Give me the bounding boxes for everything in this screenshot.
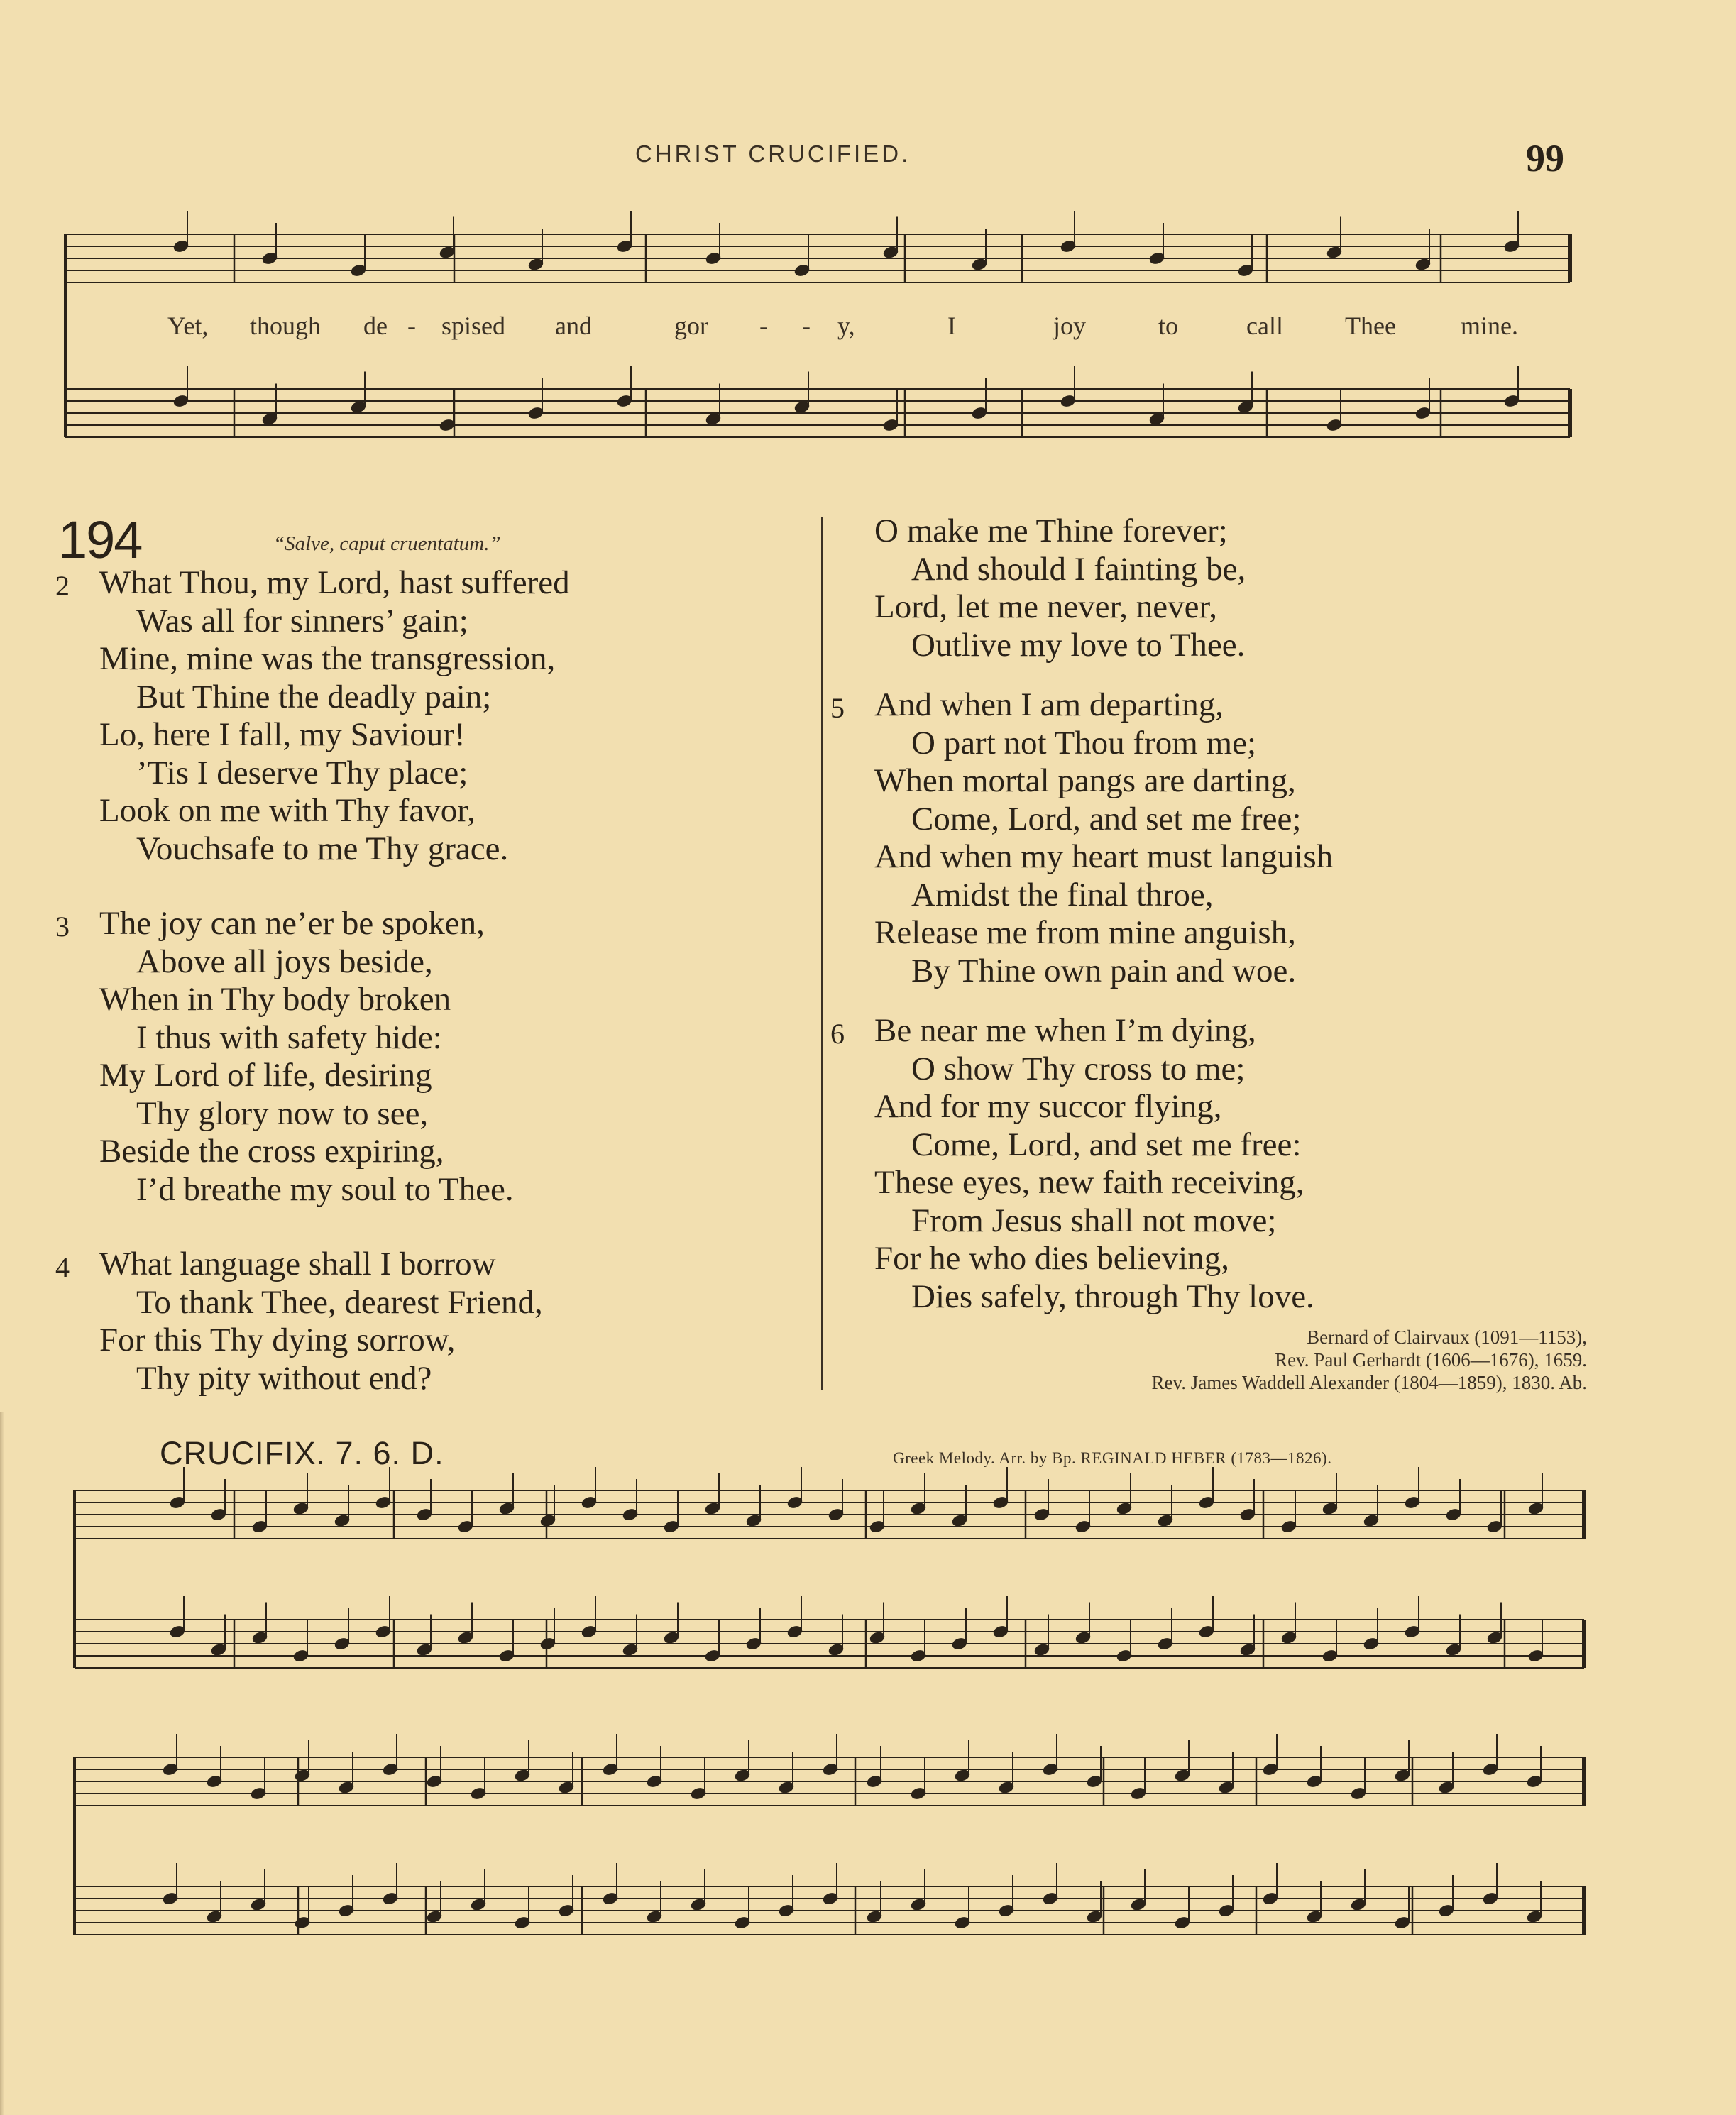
stanza-line: And when my heart must languish [874,838,1334,875]
stanza-6 [830,1012,1620,1316]
column-divider [821,517,823,1390]
stanza-2 [55,564,809,868]
stanza-line: Lord, let me never, never, [874,588,1217,625]
stanza-line: Thy glory now to see, [136,1094,429,1132]
stanza-line: Thy pity without end? [136,1359,432,1397]
stanza-line: Above all joys beside, [136,943,433,980]
lyric-syllable: de [363,312,388,340]
credit-line: Bernard of Clairvaux (1091—1153), [1307,1326,1587,1348]
lyric-syllable: Thee [1345,312,1396,340]
lyric-syllable: y, [837,312,855,340]
stanza-4 [55,1246,809,1397]
tune-name: CRUCIFIX. 7. 6. D. [160,1435,444,1471]
credit-line: Rev. Paul Gerhardt (1606—1676), 1659. [1275,1349,1587,1370]
stanzas-left-column [55,564,809,1397]
lyric-syllable: to [1158,312,1179,340]
lyric-syllable: though [250,312,322,340]
tune-credit: Greek Melody. Arr. by Bp. REGINALD HEBER (1783—1826). [893,1449,1332,1467]
lyric-syllable: and [555,312,592,340]
stanza-line: But Thine the deadly pain; [136,678,492,715]
stanza-line: O show Thy cross to me; [911,1050,1246,1087]
stanza-line: Release me from mine anguish, [874,914,1296,951]
stanza-line: Be near me when I’m dying, [874,1012,1256,1049]
stanza-number: 3 [55,911,70,943]
stanza-line: From Jesus shall not move; [911,1202,1277,1239]
stanza-line: And should I fainting be, [911,550,1246,588]
lyric-syllable: mine. [1461,312,1518,340]
stanza-line: And for my succor flying, [874,1088,1222,1125]
page-number: 99 [1526,137,1564,180]
stanza-line: When mortal pangs are darting, [874,762,1296,799]
stanza-line: Outlive my love to Thee. [911,626,1246,664]
lyric-syllable: - [407,312,416,340]
stanza-number: 4 [55,1251,70,1283]
stanza-line: Come, Lord, and set me free; [911,800,1302,837]
page-gutter-shadow [0,1412,4,2115]
stanza-line: Was all for sinners’ gain; [136,602,468,639]
stanza-line: O part not Thou from me; [911,724,1257,762]
stanza-line: Come, Lord, and set me free: [911,1126,1302,1163]
stanza-line: O make me Thine forever; [874,512,1228,549]
page-header-title: CHRIST CRUCIFIED. [635,141,911,167]
stanza-line: Dies safely, through Thy love. [911,1278,1314,1315]
stanza-number: 6 [830,1018,845,1050]
stanza-line: And when I am departing, [874,686,1224,723]
hymn-credits [1152,1326,1587,1394]
credit-line: Rev. James Waddell Alexander (1804—1859), 1830. Ab. [1151,1372,1587,1393]
lyric-syllable: joy [1053,312,1087,340]
stanza-number: 5 [830,692,845,724]
lyric-syllable: - [802,312,811,340]
top-music-lyrics [0,311,1736,346]
stanza-5 [830,686,1620,990]
hymn-number: 194 [58,510,142,569]
stanza-line: Beside the cross expiring, [99,1133,444,1170]
lyric-syllable: I [947,312,956,340]
stanza-line: What Thou, my Lord, hast suffered [99,564,570,601]
stanza-line: What language shall I borrow [99,1246,496,1282]
stanza-line: The joy can ne’er be spoken, [99,905,485,942]
lyric-syllable: call [1246,312,1283,340]
stanza-line: Vouchsafe to me Thy grace. [136,830,509,867]
stanza-line: For he who dies believing, [874,1240,1229,1277]
stanzas-right-column [830,512,1620,1316]
stanza-4-continued [874,512,1620,664]
stanza-line: To thank Thee, dearest Friend, [136,1283,543,1321]
stanza-line: For this Thy dying sorrow, [99,1322,456,1358]
hymn-subtitle: “Salve, caput cruentatum.” [273,532,501,555]
stanza-line: Look on me with Thy favor, [99,792,476,829]
lyric-syllable: - [759,312,768,340]
stanza-3 [55,905,809,1209]
stanza-line: By Thine own pain and woe. [911,952,1297,989]
lyric-syllable: spised [441,312,505,340]
stanza-line: I thus with safety hide: [136,1018,442,1056]
stanza-line: My Lord of life, desiring [99,1057,432,1094]
stanza-line: Lo, here I fall, my Saviour! [99,716,466,753]
stanza-number: 2 [55,570,70,602]
stanza-line: These eyes, new faith receiving, [874,1164,1304,1201]
stanza-line: Amidst the final throe, [911,876,1214,913]
stanza-line: Mine, mine was the transgression, [99,640,556,677]
stanza-line: ’Tis I deserve Thy place; [136,754,468,791]
stanza-line: When in Thy body broken [99,981,451,1018]
stanza-line: I’d breathe my soul to Thee. [136,1170,514,1208]
lyric-syllable: gor [674,312,708,340]
lyric-syllable: Yet, [167,312,209,340]
